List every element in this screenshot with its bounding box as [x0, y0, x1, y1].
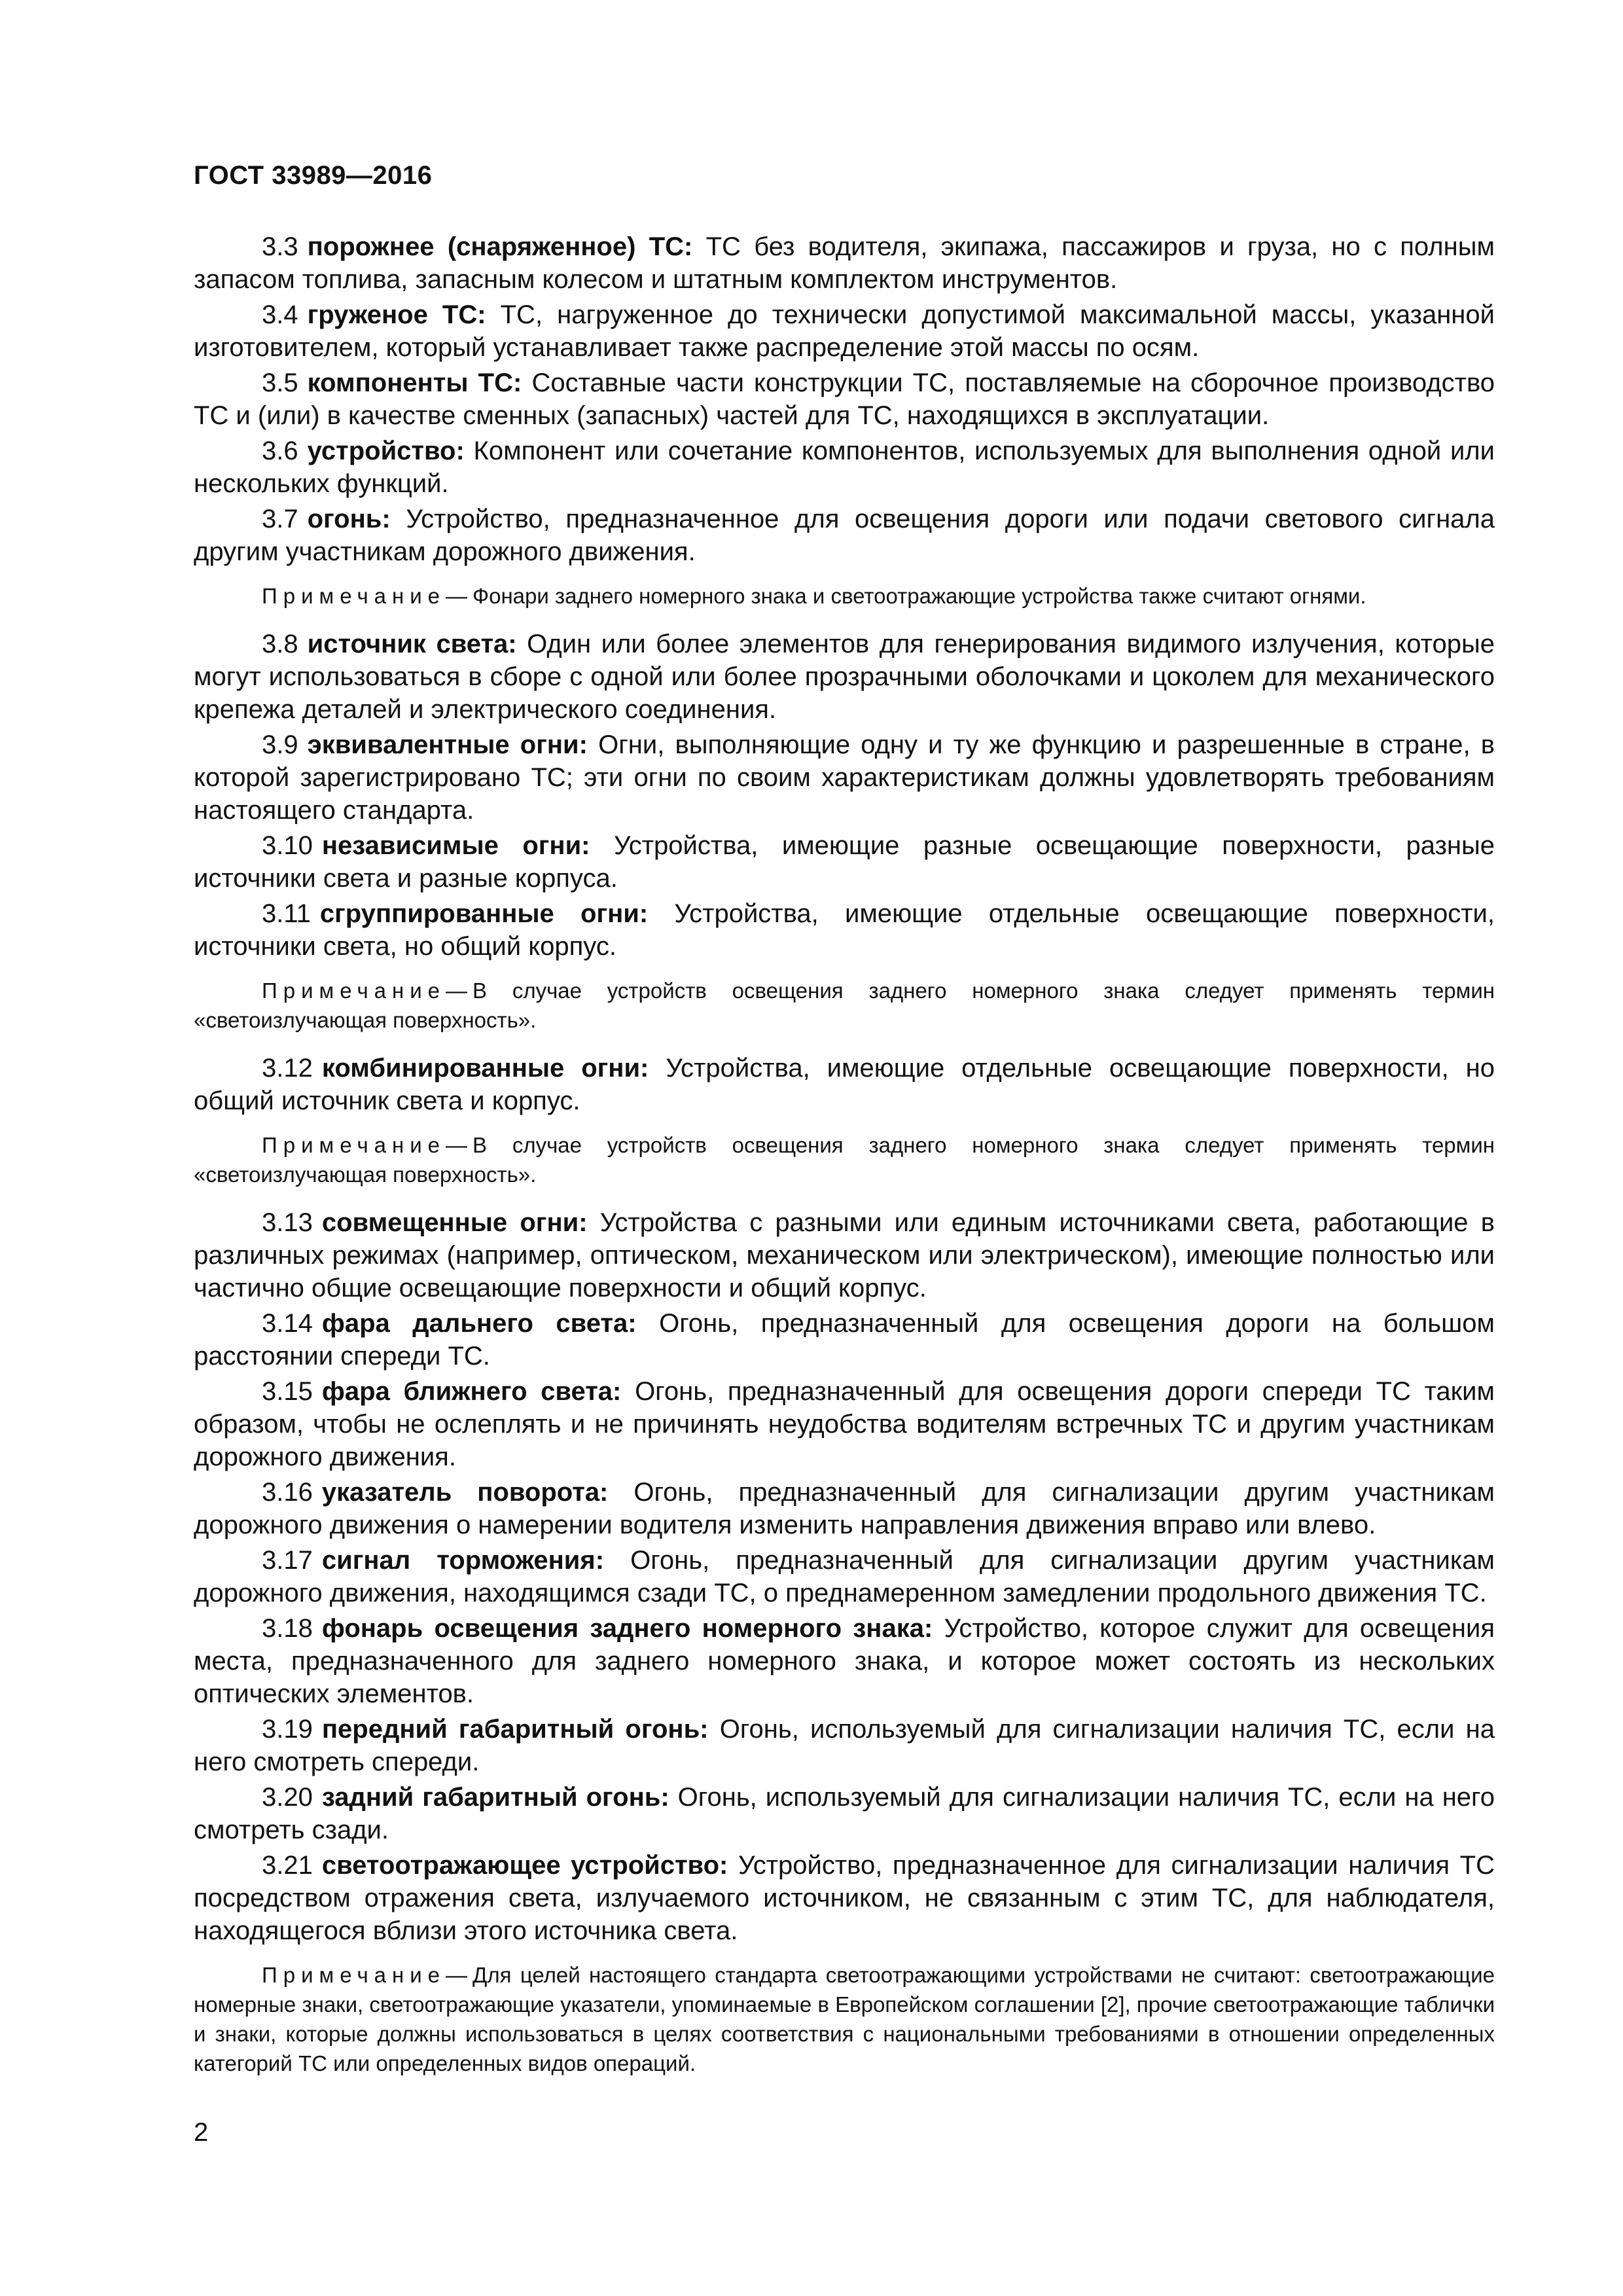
note-1	[194, 581, 1495, 611]
term-definition: Огонь, используемый для сигнализации наличия ТС, если на него смотреть спереди.	[194, 1715, 1495, 1776]
term-title: сгруппированные огни:	[319, 899, 649, 928]
term-title: эквивалентные огни:	[307, 730, 588, 759]
term-definition: Огонь, предназначенный для освещения дороги на большом расстоянии спереди ТС.	[194, 1309, 1495, 1371]
term-number: 3.6	[262, 437, 298, 465]
term-title: сигнал торможения:	[321, 1546, 605, 1575]
note-text: В случае устройств освещения заднего номерного знака следует применять термин «светоизлучающая поверхность».	[194, 1133, 1495, 1187]
term-number: 3.11	[262, 899, 311, 928]
term-definition: Огни, выполняющие одну и ту же функцию и разрешенные в стране, в которой зарегистрировано ТС; эти огни по своим характеристикам должны удовлетворять требованиям настоящего стандарта.	[194, 730, 1495, 825]
term-definition: Устройства, имеющие отдельные освещающие поверхности, но общий источник света и корпус.	[194, 1054, 1495, 1115]
term-definition: Компонент или сочетание компонентов, используемых для выполнения одной или нескольких функций.	[194, 437, 1495, 498]
term-3-5	[194, 367, 1495, 432]
note-label: Примечание	[262, 978, 446, 1003]
term-number: 3.20	[262, 1783, 313, 1812]
term-title: передний габаритный огонь:	[321, 1715, 709, 1744]
document-body	[194, 230, 1495, 2095]
term-3-10	[194, 829, 1495, 895]
term-3-3	[194, 230, 1495, 296]
term-definition: Огонь, предназначенный для сигнализации другим участникам дорожного движения о намерении водителя изменить направления движения вправо или влево.	[194, 1478, 1495, 1539]
term-title: устройство:	[307, 437, 465, 465]
term-definition: Один или более элементов для генерирования видимого излучения, которые могут использоваться в сборе с одной или более прозрачными оболочками и цоколем для механического крепежа деталей и электрического соединения.	[194, 630, 1495, 724]
term-definition: Составные части конструкции ТС, поставляемые на сборочное производство ТС и (или) в качестве сменных (запасных) частей для ТС, находящихся в эксплуатации.	[194, 368, 1495, 430]
term-3-13	[194, 1206, 1495, 1304]
note-label: Примечание	[262, 584, 446, 608]
note-text: В случае устройств освещения заднего номерного знака следует применять термин «светоизлучающая поверхность».	[194, 978, 1495, 1032]
term-number: 3.17	[262, 1546, 313, 1575]
term-3-19	[194, 1713, 1495, 1778]
term-number: 3.13	[262, 1208, 313, 1237]
term-title: источник света:	[307, 630, 517, 658]
term-title: совмещенные огни:	[321, 1208, 588, 1237]
note-dash: —	[446, 1963, 468, 1987]
term-title: задний габаритный огонь:	[321, 1783, 669, 1812]
note-2	[194, 976, 1495, 1035]
term-3-15	[194, 1375, 1495, 1473]
term-number: 3.21	[262, 1851, 313, 1880]
term-3-20	[194, 1781, 1495, 1846]
term-definition: ТС, нагруженное до технически допустимой максимальной массы, указанной изготовителем, который устанавливает также распределение этой массы по осям.	[194, 300, 1495, 362]
term-definition: Огонь, предназначенный для освещения дороги спереди ТС таким образом, чтобы не ослеплять и не причинять неудобства водителям встречных ТС и другим участникам дорожного движения.	[194, 1377, 1495, 1471]
page-number: 2	[194, 2118, 209, 2147]
term-title: комбинированные огни:	[321, 1054, 649, 1083]
term-number: 3.5	[262, 368, 298, 397]
term-definition: Устройства, имеющие разные освещающие поверхности, разные источники света и разные корпуса.	[194, 831, 1495, 893]
term-number: 3.4	[262, 300, 298, 329]
note-label: Примечание	[262, 1133, 446, 1157]
term-number: 3.16	[262, 1478, 313, 1507]
term-definition: Устройства с разными или единым источниками света, работающие в различных режимах (например, оптическом, механическом или электрическом), имеющие полностью или частично общие освещающие поверхности и общий корпус.	[194, 1208, 1495, 1302]
term-3-21	[194, 1849, 1495, 1947]
note-text: Для целей настоящего стандарта светоотражающими устройствами не считают: светоотражающие номерные знаки, светоотражающие указатели, упоминаемые в Европейском соглашении [2], прочие светоотражающие таблички и знаки, которые должны использоваться в целях соответствия с национальными требованиями в отношении определенных категорий ТС или определенных видов операций.	[194, 1963, 1495, 2075]
term-number: 3.15	[262, 1377, 313, 1406]
term-3-11	[194, 897, 1495, 963]
term-title: светоотражающее устройство:	[321, 1851, 728, 1880]
term-3-4	[194, 298, 1495, 364]
term-definition: Устройство, предназначенное для освещения дороги или подачи светового сигнала другим участникам дорожного движения.	[194, 505, 1495, 566]
note-3	[194, 1130, 1495, 1189]
term-number: 3.18	[262, 1614, 313, 1643]
term-3-18	[194, 1612, 1495, 1710]
term-number: 3.19	[262, 1715, 313, 1744]
note-dash: —	[446, 584, 468, 608]
term-3-12	[194, 1052, 1495, 1117]
term-title: фара ближнего света:	[321, 1377, 622, 1406]
term-number: 3.9	[262, 730, 298, 759]
note-label: Примечание	[262, 1963, 446, 1987]
term-definition: Огонь, используемый для сигнализации наличия ТС, если на него смотреть сзади.	[194, 1783, 1495, 1844]
term-title: фонарь освещения заднего номерного знака:	[321, 1614, 933, 1643]
term-number: 3.7	[262, 505, 298, 533]
term-number: 3.12	[262, 1054, 313, 1083]
term-number: 3.14	[262, 1309, 313, 1338]
term-number: 3.8	[262, 630, 298, 658]
term-3-17	[194, 1544, 1495, 1609]
term-definition: Устройство, предназначенное для сигнализации наличия ТС посредством отражения света, излучаемого источником, не связанным с этим ТС, для наблюдателя, находящегося вблизи этого источника света.	[194, 1851, 1495, 1945]
term-3-7	[194, 503, 1495, 568]
term-title: груженое ТС:	[307, 300, 486, 329]
term-definition: Устройства, имеющие отдельные освещающие поверхности, источники света, но общий корпус.	[194, 899, 1495, 961]
term-3-16	[194, 1476, 1495, 1541]
term-title: порожнее (снаряженное) ТС:	[307, 232, 693, 261]
term-title: фара дальнего света:	[321, 1309, 637, 1338]
term-3-14	[194, 1307, 1495, 1372]
term-title: независимые огни:	[321, 831, 590, 860]
term-3-6	[194, 435, 1495, 500]
term-definition: Устройство, которое служит для освещения места, предназначенного для заднего номерного знака, и которое может состоять из нескольких оптических элементов.	[194, 1614, 1495, 1708]
note-text: Фонари заднего номерного знака и светоотражающие устройства также считают огнями.	[473, 584, 1366, 608]
term-3-8	[194, 628, 1495, 726]
term-definition: Огонь, предназначенный для сигнализации другим участникам дорожного движения, находящимся сзади ТС, о преднамеренном замедлении продольного движения ТС.	[194, 1546, 1495, 1607]
note-4	[194, 1960, 1495, 2078]
term-title: указатель поворота:	[321, 1478, 609, 1507]
note-dash: —	[446, 978, 468, 1003]
document-header: ГОСТ 33989—2016	[194, 161, 433, 190]
term-definition: ТС без водителя, экипажа, пассажиров и груза, но с полным запасом топлива, запасным колесом и штатным комплектом инструментов.	[194, 232, 1495, 294]
term-title: огонь:	[307, 505, 391, 533]
term-title: компоненты ТС:	[307, 368, 522, 397]
term-number: 3.3	[262, 232, 298, 261]
term-number: 3.10	[262, 831, 313, 860]
term-3-9	[194, 728, 1495, 827]
note-dash: —	[446, 1133, 468, 1157]
